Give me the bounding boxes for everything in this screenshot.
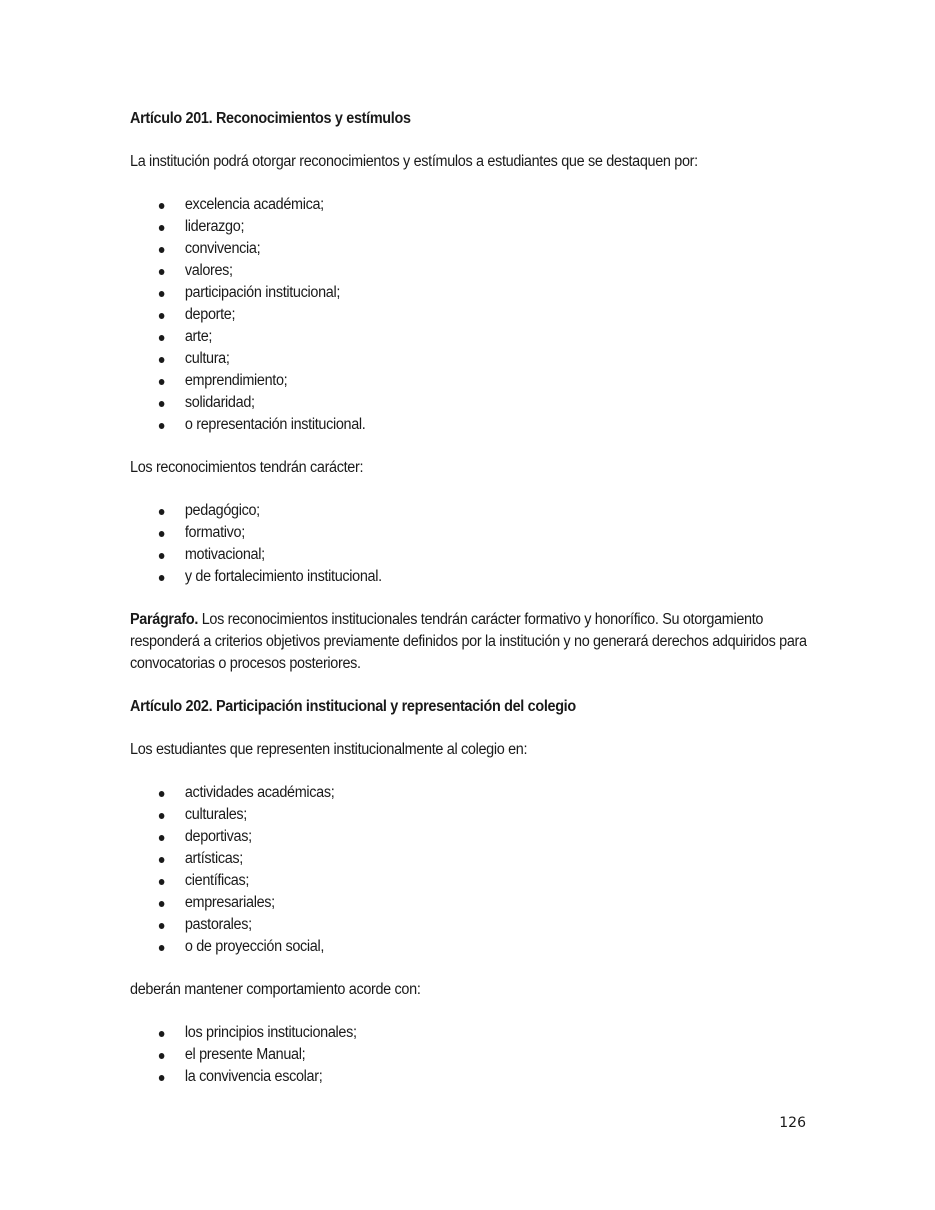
article-202-heading: Artículo 202. Participación institucional y representación del colegio [130, 698, 576, 715]
list-item: artísticas; [130, 848, 810, 870]
article-202-intro: Los estudiantes que representen institucionalmente al colegio en: [130, 741, 528, 758]
list-item: emprendimiento; [130, 370, 810, 392]
list-item: científicas; [130, 870, 810, 892]
paragraph-label: Parágrafo. [130, 611, 199, 628]
list-item: actividades académicas; [130, 782, 810, 804]
list-item: deportivas; [130, 826, 810, 848]
document-page [130, 108, 807, 1109]
list-item: liderazgo; [130, 216, 810, 238]
behavior-list [130, 1022, 810, 1088]
list-item: participación institucional; [130, 282, 810, 304]
article-201-intro: La institución podrá otorgar reconocimientos y estímulos a estudiantes que se destaquen por: [130, 153, 698, 170]
character-list [130, 500, 810, 588]
list-item: la convivencia escolar; [130, 1066, 810, 1088]
list-item: empresariales; [130, 892, 810, 914]
list-item: valores; [130, 260, 810, 282]
list-item: arte; [130, 326, 810, 348]
article-201-heading: Artículo 201. Reconocimientos y estímulos [130, 110, 411, 127]
list-item: o de proyección social, [130, 936, 810, 958]
list-item: el presente Manual; [130, 1044, 810, 1066]
activities-list [130, 782, 810, 958]
list-item: convivencia; [130, 238, 810, 260]
list-item: o representación institucional. [130, 414, 810, 436]
list-item: deporte; [130, 304, 810, 326]
paragraph-text: Los reconocimientos institucionales tendrán carácter formativo y honorífico. Su otorgamiento responderá a criterios objetivos previamente definidos por la institución y no generará derechos adquiridos para convocatorias o procesos posteriores. [130, 611, 807, 672]
list-item: pedagógico; [130, 500, 810, 522]
list-item: motivacional; [130, 544, 810, 566]
paragraph-note [130, 609, 810, 675]
list-item: los principios institucionales; [130, 1022, 810, 1044]
list-item: formativo; [130, 522, 810, 544]
list-item: cultura; [130, 348, 810, 370]
list-item: solidaridad; [130, 392, 810, 414]
list-item: y de fortalecimiento institucional. [130, 566, 810, 588]
list-item: pastorales; [130, 914, 810, 936]
merits-list [130, 194, 810, 436]
list-item: culturales; [130, 804, 810, 826]
page-number: 126 [779, 1115, 806, 1131]
behavior-intro: deberán mantener comportamiento acorde con: [130, 981, 421, 998]
list-item: excelencia académica; [130, 194, 810, 216]
character-intro: Los reconocimientos tendrán carácter: [130, 459, 364, 476]
